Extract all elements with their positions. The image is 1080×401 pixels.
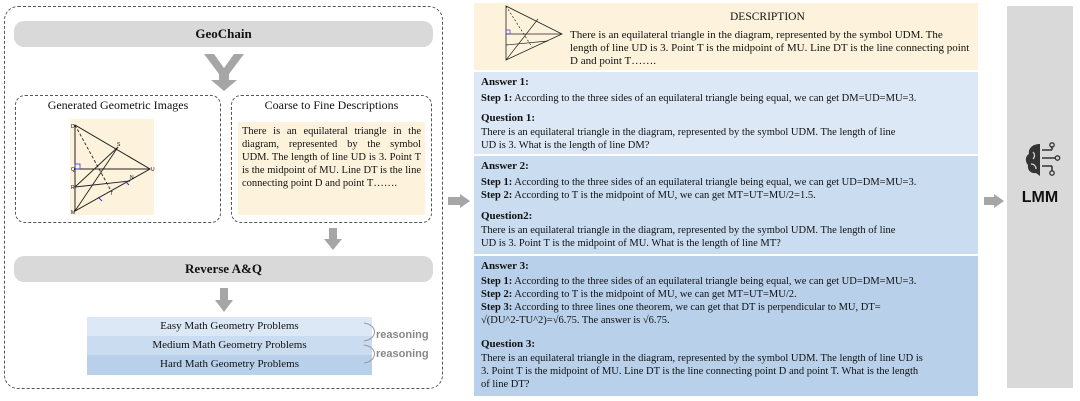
down-arrow-2 xyxy=(215,288,233,312)
question2-line1: There is an equilateral triangle in the diagram, represented by the symbol UDM. The length of line xyxy=(481,225,896,236)
tier-easy: Easy Math Geometry Problems xyxy=(87,317,372,336)
answer3-step3-cont: √(DU^2-TU^2)=√6.75. The answer is √6.75. xyxy=(481,315,670,326)
reasoning-label-2: reasoning xyxy=(376,348,429,360)
right-arrow-1 xyxy=(448,194,470,208)
answer3-label: Answer 3: xyxy=(481,260,529,272)
thumbnail-diagram xyxy=(502,3,566,63)
question3-line2: 3. Point T is the midpoint of MU. Line DT is the line connecting point D and point T. What is the length xyxy=(481,366,919,377)
answer1-step1: Step 1: According to the three sides of an equilateral triangle being equal, we can get DM=UD=MU=3. xyxy=(481,93,917,104)
label-t: T xyxy=(110,191,114,197)
geometry-image xyxy=(70,119,154,215)
question1-label: Question 1: xyxy=(481,112,536,124)
question2-line2: UD is 3. Point T is the midpoint of MU. What is the length of line MT? xyxy=(481,238,781,249)
tier-medium: Medium Math Geometry Problems xyxy=(87,336,372,355)
label-n: N xyxy=(130,175,134,181)
description-thumbnail xyxy=(502,3,566,63)
answer3-step1: Step 1: According to the three sides of an equilateral triangle being equal, we can get UD=DM=MU=3. xyxy=(481,276,917,287)
question3-label: Question 3: xyxy=(481,338,536,350)
question1-line2: UD is 3. What is the length of line DM? xyxy=(481,140,650,151)
geometry-diagram xyxy=(70,119,154,215)
label-m: M xyxy=(71,210,76,216)
reverse-aq-title: Reverse A&Q xyxy=(14,256,433,282)
down-arrow-1 xyxy=(324,228,342,250)
label-u: U xyxy=(151,167,155,173)
answer3-step3: Step 3: According to three lines one theorem, we can get that DT is perpendicular to MU, DT= xyxy=(481,302,881,313)
geochain-title: GeoChain xyxy=(14,21,433,47)
answer3-step2: Step 2: According to T is the midpoint of MU, we can get MT=UT=MU/2. xyxy=(481,289,797,300)
question3-line1: There is an equilateral triangle in the diagram, represented by the symbol UDM. The length of line UD is xyxy=(481,353,923,364)
answer2-block xyxy=(474,156,978,254)
tier-hard: Hard Math Geometry Problems xyxy=(87,355,372,375)
question2-label: Question2: xyxy=(481,210,533,222)
merge-arrow xyxy=(200,52,248,92)
question3-line3: of line DT? xyxy=(481,379,530,390)
label-q: Q xyxy=(71,167,75,173)
descriptions-text: There is an equilateral triangle in the diagram, represented by the symbol UDM. The length of line UD is 3. Point T is the midpoint of MU. Line DT is the line connecting point D and point T……. xyxy=(238,122,425,215)
description-text: There is an equilateral triangle in the diagram, represented by the symbol UDM. The length of line UD is 3. Point T is the midpoint of MU. Line DT is the line connecting point D and point T……. xyxy=(570,29,970,67)
description-heading: DESCRIPTION xyxy=(730,11,805,23)
descriptions-title: Coarse to Fine Descriptions xyxy=(264,98,399,112)
answer3-block xyxy=(474,256,978,396)
label-s: S xyxy=(117,142,121,148)
generated-images-title: Generated Geometric Images xyxy=(47,98,189,112)
answer2-step2: Step 2: According to T is the midpoint of MU, we can get MT=UT=MU/2=1.5. xyxy=(481,190,816,201)
answer1-block xyxy=(474,72,978,154)
answer2-step1: Step 1: According to the three sides of an equilateral triangle being equal, we can get UD=DM=MU=3. xyxy=(481,177,917,188)
label-r: R xyxy=(71,185,75,191)
brain-circuit-icon xyxy=(1022,140,1062,180)
label-d: D xyxy=(71,124,75,130)
answer2-label: Answer 2: xyxy=(481,160,529,172)
answer1-label: Answer 1: xyxy=(481,76,529,88)
right-arrow-2 xyxy=(984,194,1004,208)
lmm-label: LMM xyxy=(1021,189,1059,206)
reasoning-label-1: reasoning xyxy=(376,329,429,341)
question1-line1: There is an equilateral triangle in the diagram, represented by the symbol UDM. The length of line xyxy=(481,127,896,138)
